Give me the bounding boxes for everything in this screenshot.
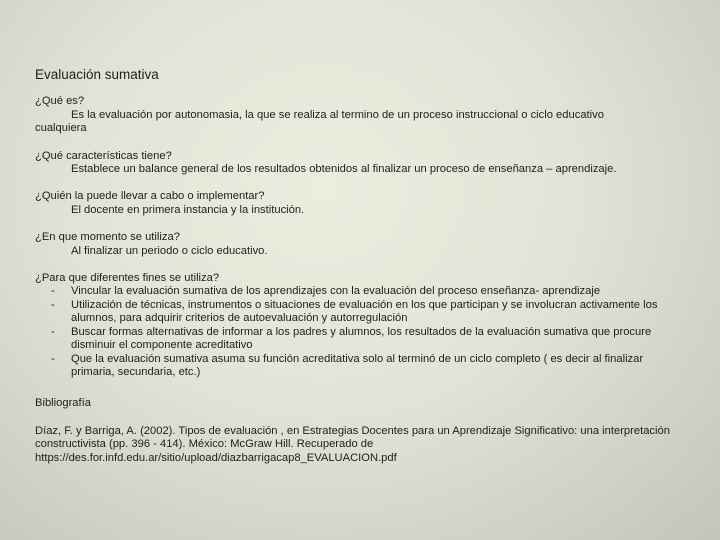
- dash-bullet: -: [51, 352, 55, 365]
- purposes-list: [35, 285, 685, 379]
- section-fines: [35, 272, 685, 379]
- section-caracteristicas: [35, 150, 685, 177]
- list-item: [35, 353, 685, 380]
- list-item-text: Utilización de técnicas, instrumentos o situaciones de evaluación en los que participan y se involucran activamente los alumnos, para adquirir criterios de autoevaluación y autorregulación: [71, 298, 658, 325]
- list-item: [35, 299, 685, 326]
- dash-bullet: -: [51, 298, 55, 311]
- section-quien: [35, 190, 685, 217]
- bibliography-heading: Bibliografía: [35, 397, 91, 410]
- list-item-text: Que la evaluación sumativa asuma su función acreditativa solo al terminó de un ciclo completo ( es decir al finalizar primaria, secundaria, etc.): [71, 352, 644, 378]
- list-item-text: Vincular la evaluación sumativa de los aprendizajes con la evaluación del proceso enseñanza- aprendizaje: [71, 285, 601, 298]
- slide-title: Evaluación sumativa: [35, 67, 159, 82]
- list-item-text: Buscar formas alternativas de informar a los padres y alumnos, los resultados de la evaluación sumativa que procure disminuir el componente acreditativo: [71, 325, 652, 352]
- answer-momento: Al finalizar un periodo o ciclo educativo.: [71, 244, 268, 257]
- dash-bullet: -: [51, 325, 55, 338]
- question-momento: ¿En que momento se utiliza?: [35, 231, 180, 244]
- answer-quien: El docente en primera instancia y la institución.: [71, 203, 305, 216]
- section-momento: [35, 231, 685, 258]
- answer-que-es-continued: cualquiera: [35, 122, 87, 135]
- dash-bullet: -: [51, 285, 55, 298]
- slide-content: [35, 68, 685, 465]
- bibliography-reference: Díaz, F. y Barriga, A. (2002). Tipos de evaluación , en Estrategias Docentes para un Aprendizaje Significativo: una interpretación constructivista (pp. 396 - 414). México: McGraw Hill. Recuperado de https://des.for.infd.edu.ar/sitio/upload/diazbarrigacap8_EVALUACION.pdf: [35, 424, 670, 464]
- question-fines: ¿Para que diferentes fines se utiliza?: [35, 272, 220, 285]
- answer-caracteristicas: Establece un balance general de los resultados obtenidos al finalizar un proceso de enseñanza – aprendizaje.: [71, 163, 617, 176]
- answer-que-es: Es la evaluación por autonomasia, la que se realiza al termino de un proceso instruccional o ciclo educativo: [71, 108, 604, 121]
- list-item: [35, 326, 685, 353]
- question-que-es: ¿Qué es?: [35, 95, 85, 108]
- section-que-es: [35, 95, 685, 135]
- question-quien: ¿Quién la puede llevar a cabo o implementar?: [35, 190, 265, 203]
- question-caracteristicas: ¿Qué características tiene?: [35, 149, 172, 162]
- list-item: [35, 285, 685, 298]
